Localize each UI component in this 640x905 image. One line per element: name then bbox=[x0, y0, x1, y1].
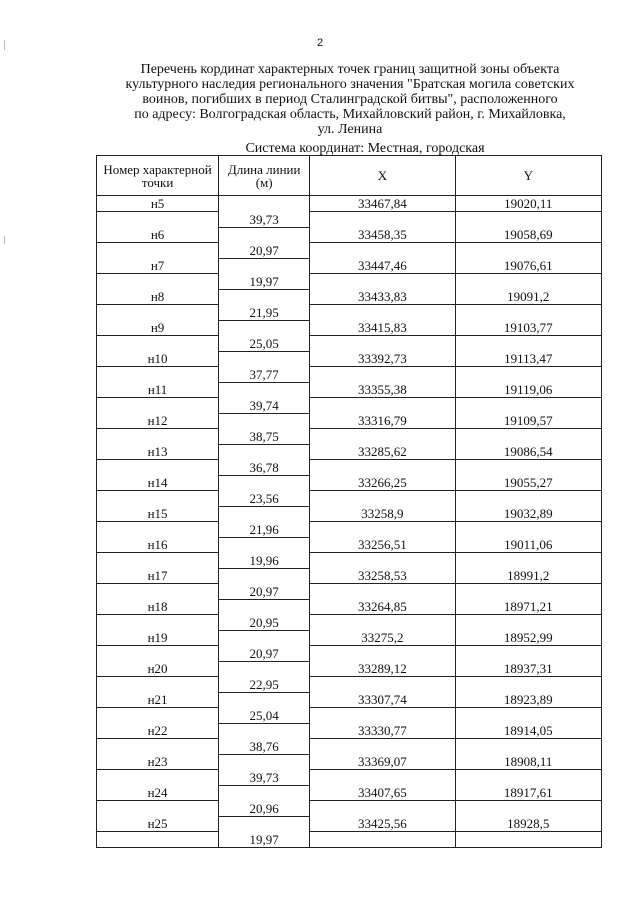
title-line: по адресу: Волгоградская область, Михайловский район, г. Михайловка, bbox=[134, 107, 566, 122]
y-coordinate: 19109,57 bbox=[455, 413, 601, 429]
x-coordinate: 33415,83 bbox=[310, 320, 455, 336]
empty-cell bbox=[97, 305, 219, 321]
table-row bbox=[97, 770, 602, 786]
title-line: Перечень кординат характерных точек границ защитной зоны объекта bbox=[140, 62, 560, 77]
empty-cell bbox=[310, 522, 455, 538]
x-coordinate: 33316,79 bbox=[310, 413, 455, 429]
table-row bbox=[97, 630, 602, 646]
empty-cell bbox=[310, 739, 455, 755]
table-row bbox=[97, 801, 602, 817]
coordinates-table bbox=[96, 155, 602, 848]
table-row bbox=[97, 367, 602, 383]
table-row bbox=[97, 584, 602, 600]
table-row bbox=[97, 336, 602, 352]
y-coordinate: 18937,31 bbox=[455, 661, 601, 677]
table-row bbox=[97, 196, 602, 212]
table-row bbox=[97, 723, 602, 739]
x-coordinate: 33458,35 bbox=[310, 227, 455, 243]
y-coordinate: 18971,21 bbox=[455, 599, 601, 615]
empty-cell bbox=[455, 522, 601, 538]
line-length: 19,97 bbox=[219, 832, 310, 848]
point-name: н5 bbox=[97, 196, 219, 212]
empty-cell bbox=[97, 832, 219, 848]
empty-cell bbox=[97, 801, 219, 817]
empty-cell bbox=[310, 460, 455, 476]
x-coordinate: 33392,73 bbox=[310, 351, 455, 367]
y-coordinate: 19011,06 bbox=[455, 537, 601, 553]
y-coordinate: 18928,5 bbox=[455, 816, 601, 832]
empty-cell bbox=[310, 398, 455, 414]
table-row bbox=[97, 351, 602, 367]
page-number: 2 bbox=[316, 37, 324, 49]
line-length-spacer bbox=[219, 692, 310, 708]
table-row bbox=[97, 243, 602, 259]
empty-cell bbox=[310, 801, 455, 817]
empty-cell bbox=[310, 367, 455, 383]
empty-cell bbox=[97, 367, 219, 383]
header-y: Y bbox=[455, 156, 601, 196]
table-row bbox=[97, 289, 602, 305]
empty-cell bbox=[310, 770, 455, 786]
y-coordinate: 19032,89 bbox=[455, 506, 601, 522]
x-coordinate: 33275,2 bbox=[310, 630, 455, 646]
line-length-spacer bbox=[219, 537, 310, 553]
table-row bbox=[97, 429, 602, 445]
empty-cell bbox=[455, 584, 601, 600]
line-length: 38,76 bbox=[219, 739, 310, 755]
table-row bbox=[97, 708, 602, 724]
line-length: 20,97 bbox=[219, 584, 310, 600]
margin-mark bbox=[4, 236, 5, 244]
line-length-spacer bbox=[219, 754, 310, 770]
empty-cell bbox=[455, 274, 601, 290]
point-name: н8 bbox=[97, 289, 219, 305]
line-length: 19,97 bbox=[219, 274, 310, 290]
line-length: 19,96 bbox=[219, 553, 310, 569]
empty-cell bbox=[310, 677, 455, 693]
empty-cell bbox=[97, 708, 219, 724]
x-coordinate: 33433,83 bbox=[310, 289, 455, 305]
empty-cell bbox=[310, 491, 455, 507]
line-length-spacer bbox=[219, 599, 310, 615]
y-coordinate: 18914,05 bbox=[455, 723, 601, 739]
x-coordinate: 33289,12 bbox=[310, 661, 455, 677]
empty-cell bbox=[97, 274, 219, 290]
empty-cell bbox=[310, 429, 455, 445]
empty-cell bbox=[97, 491, 219, 507]
table-header-row bbox=[97, 156, 602, 196]
x-coordinate: 33330,77 bbox=[310, 723, 455, 739]
table-row bbox=[97, 677, 602, 693]
empty-cell bbox=[97, 677, 219, 693]
y-coordinate: 18952,99 bbox=[455, 630, 601, 646]
line-length-spacer bbox=[219, 506, 310, 522]
line-length: 38,75 bbox=[219, 429, 310, 445]
line-length-spacer bbox=[219, 413, 310, 429]
table-row bbox=[97, 816, 602, 832]
line-length-spacer bbox=[219, 723, 310, 739]
empty-cell bbox=[455, 367, 601, 383]
empty-cell bbox=[455, 243, 601, 259]
table-row bbox=[97, 646, 602, 662]
point-name: н22 bbox=[97, 723, 219, 739]
empty-cell bbox=[97, 398, 219, 414]
line-length: 39,74 bbox=[219, 398, 310, 414]
line-length: 21,96 bbox=[219, 522, 310, 538]
empty-cell bbox=[97, 460, 219, 476]
point-name: н13 bbox=[97, 444, 219, 460]
empty-cell bbox=[455, 770, 601, 786]
line-length: 21,95 bbox=[219, 305, 310, 321]
empty-cell bbox=[97, 615, 219, 631]
table-row bbox=[97, 382, 602, 398]
point-name: н21 bbox=[97, 692, 219, 708]
point-name: н19 bbox=[97, 630, 219, 646]
y-coordinate: 19058,69 bbox=[455, 227, 601, 243]
table-row bbox=[97, 305, 602, 321]
x-coordinate: 33266,25 bbox=[310, 475, 455, 491]
line-length-spacer bbox=[219, 475, 310, 491]
table-row bbox=[97, 320, 602, 336]
table-row bbox=[97, 692, 602, 708]
y-coordinate: 19103,77 bbox=[455, 320, 601, 336]
line-length: 22,95 bbox=[219, 677, 310, 693]
empty-cell bbox=[455, 212, 601, 228]
empty-cell bbox=[455, 646, 601, 662]
point-name: н9 bbox=[97, 320, 219, 336]
empty-cell bbox=[310, 646, 455, 662]
empty-cell bbox=[455, 429, 601, 445]
line-length-spacer bbox=[219, 816, 310, 832]
line-length-spacer bbox=[219, 289, 310, 305]
empty-cell bbox=[97, 212, 219, 228]
line-length: 20,97 bbox=[219, 646, 310, 662]
point-name: н11 bbox=[97, 382, 219, 398]
y-coordinate: 19020,11 bbox=[455, 196, 601, 212]
x-coordinate: 33425,56 bbox=[310, 816, 455, 832]
header-line-length: Длина линии (м) bbox=[219, 156, 310, 196]
line-length-spacer bbox=[219, 630, 310, 646]
title-line: ул. Ленина bbox=[317, 122, 383, 137]
table-row bbox=[97, 754, 602, 770]
point-name: н20 bbox=[97, 661, 219, 677]
table-row bbox=[97, 398, 602, 414]
table-body bbox=[97, 196, 602, 848]
empty-cell bbox=[97, 429, 219, 445]
point-name: н16 bbox=[97, 537, 219, 553]
empty-cell bbox=[455, 460, 601, 476]
header-point-number: Номер характерной точки bbox=[97, 156, 219, 196]
point-name: н14 bbox=[97, 475, 219, 491]
y-coordinate: 19113,47 bbox=[455, 351, 601, 367]
line-length-spacer bbox=[219, 568, 310, 584]
empty-cell bbox=[455, 708, 601, 724]
point-name: н23 bbox=[97, 754, 219, 770]
point-name: н18 bbox=[97, 599, 219, 615]
empty-cell bbox=[455, 336, 601, 352]
point-name: н17 bbox=[97, 568, 219, 584]
table-row bbox=[97, 274, 602, 290]
line-length: 25,04 bbox=[219, 708, 310, 724]
empty-cell bbox=[455, 553, 601, 569]
table-row bbox=[97, 739, 602, 755]
line-length-spacer bbox=[219, 444, 310, 460]
point-name: н10 bbox=[97, 351, 219, 367]
x-coordinate: 33307,74 bbox=[310, 692, 455, 708]
table-row bbox=[97, 785, 602, 801]
line-length: 20,95 bbox=[219, 615, 310, 631]
x-coordinate: 33258,53 bbox=[310, 568, 455, 584]
x-coordinate: 33369,07 bbox=[310, 754, 455, 770]
empty-cell bbox=[455, 739, 601, 755]
line-length: 25,05 bbox=[219, 336, 310, 352]
table-row bbox=[97, 522, 602, 538]
title-line: воинов, погибших в период Сталинградской битвы", расположенного bbox=[142, 92, 558, 107]
empty-cell bbox=[97, 739, 219, 755]
empty-cell bbox=[97, 522, 219, 538]
title-line: культурного наследия регионального значения "Братская могила советских bbox=[125, 77, 575, 92]
y-coordinate: 19091,2 bbox=[455, 289, 601, 305]
table-row bbox=[97, 227, 602, 243]
line-length-spacer bbox=[219, 785, 310, 801]
empty-cell bbox=[310, 274, 455, 290]
line-length-spacer bbox=[219, 196, 310, 212]
table-row bbox=[97, 661, 602, 677]
x-coordinate: 33467,84 bbox=[310, 196, 455, 212]
line-length-spacer bbox=[219, 227, 310, 243]
empty-cell bbox=[455, 615, 601, 631]
line-length: 23,56 bbox=[219, 491, 310, 507]
table-row bbox=[97, 212, 602, 228]
table-row bbox=[97, 615, 602, 631]
y-coordinate: 19076,61 bbox=[455, 258, 601, 274]
table-row bbox=[97, 537, 602, 553]
header-x: X bbox=[310, 156, 455, 196]
x-coordinate: 33407,65 bbox=[310, 785, 455, 801]
line-length-spacer bbox=[219, 382, 310, 398]
y-coordinate: 18908,11 bbox=[455, 754, 601, 770]
line-length: 20,97 bbox=[219, 243, 310, 259]
table-row bbox=[97, 553, 602, 569]
table-row bbox=[97, 258, 602, 274]
line-length-spacer bbox=[219, 320, 310, 336]
point-name: н24 bbox=[97, 785, 219, 801]
document-title bbox=[95, 62, 605, 137]
empty-cell bbox=[455, 398, 601, 414]
point-name: н7 bbox=[97, 258, 219, 274]
table-row bbox=[97, 568, 602, 584]
line-length: 36,78 bbox=[219, 460, 310, 476]
empty-cell bbox=[97, 553, 219, 569]
empty-cell bbox=[97, 770, 219, 786]
empty-cell bbox=[97, 584, 219, 600]
empty-cell bbox=[455, 801, 601, 817]
line-length: 37,77 bbox=[219, 367, 310, 383]
table-row bbox=[97, 832, 602, 848]
empty-cell bbox=[310, 584, 455, 600]
table-row bbox=[97, 460, 602, 476]
y-coordinate: 18923,89 bbox=[455, 692, 601, 708]
empty-cell bbox=[455, 491, 601, 507]
line-length-spacer bbox=[219, 258, 310, 274]
line-length: 39,73 bbox=[219, 212, 310, 228]
point-name: н12 bbox=[97, 413, 219, 429]
table-row bbox=[97, 413, 602, 429]
empty-cell bbox=[97, 336, 219, 352]
x-coordinate: 33447,46 bbox=[310, 258, 455, 274]
line-length-spacer bbox=[219, 351, 310, 367]
empty-cell bbox=[97, 646, 219, 662]
table-row bbox=[97, 491, 602, 507]
empty-cell bbox=[97, 243, 219, 259]
empty-cell bbox=[310, 708, 455, 724]
x-coordinate: 33264,85 bbox=[310, 599, 455, 615]
empty-cell bbox=[455, 677, 601, 693]
coordinate-system-caption: Система координат: Местная, городская bbox=[245, 141, 485, 156]
y-coordinate: 19119,06 bbox=[455, 382, 601, 398]
point-name: н6 bbox=[97, 227, 219, 243]
y-coordinate: 18917,61 bbox=[455, 785, 601, 801]
table-row bbox=[97, 599, 602, 615]
empty-cell bbox=[310, 212, 455, 228]
empty-cell bbox=[310, 553, 455, 569]
empty-cell bbox=[310, 243, 455, 259]
x-coordinate: 33355,38 bbox=[310, 382, 455, 398]
x-coordinate: 33258,9 bbox=[310, 506, 455, 522]
table-row bbox=[97, 444, 602, 460]
y-coordinate: 19086,54 bbox=[455, 444, 601, 460]
y-coordinate: 18991,2 bbox=[455, 568, 601, 584]
empty-cell bbox=[310, 305, 455, 321]
point-name: н15 bbox=[97, 506, 219, 522]
x-coordinate: 33285,62 bbox=[310, 444, 455, 460]
line-length: 20,96 bbox=[219, 801, 310, 817]
line-length: 39,73 bbox=[219, 770, 310, 786]
empty-cell bbox=[310, 832, 455, 848]
empty-cell bbox=[310, 336, 455, 352]
y-coordinate: 19055,27 bbox=[455, 475, 601, 491]
table-row bbox=[97, 475, 602, 491]
point-name: н25 bbox=[97, 816, 219, 832]
empty-cell bbox=[455, 305, 601, 321]
empty-cell bbox=[310, 615, 455, 631]
empty-cell bbox=[455, 832, 601, 848]
x-coordinate: 33256,51 bbox=[310, 537, 455, 553]
table-row bbox=[97, 506, 602, 522]
line-length-spacer bbox=[219, 661, 310, 677]
